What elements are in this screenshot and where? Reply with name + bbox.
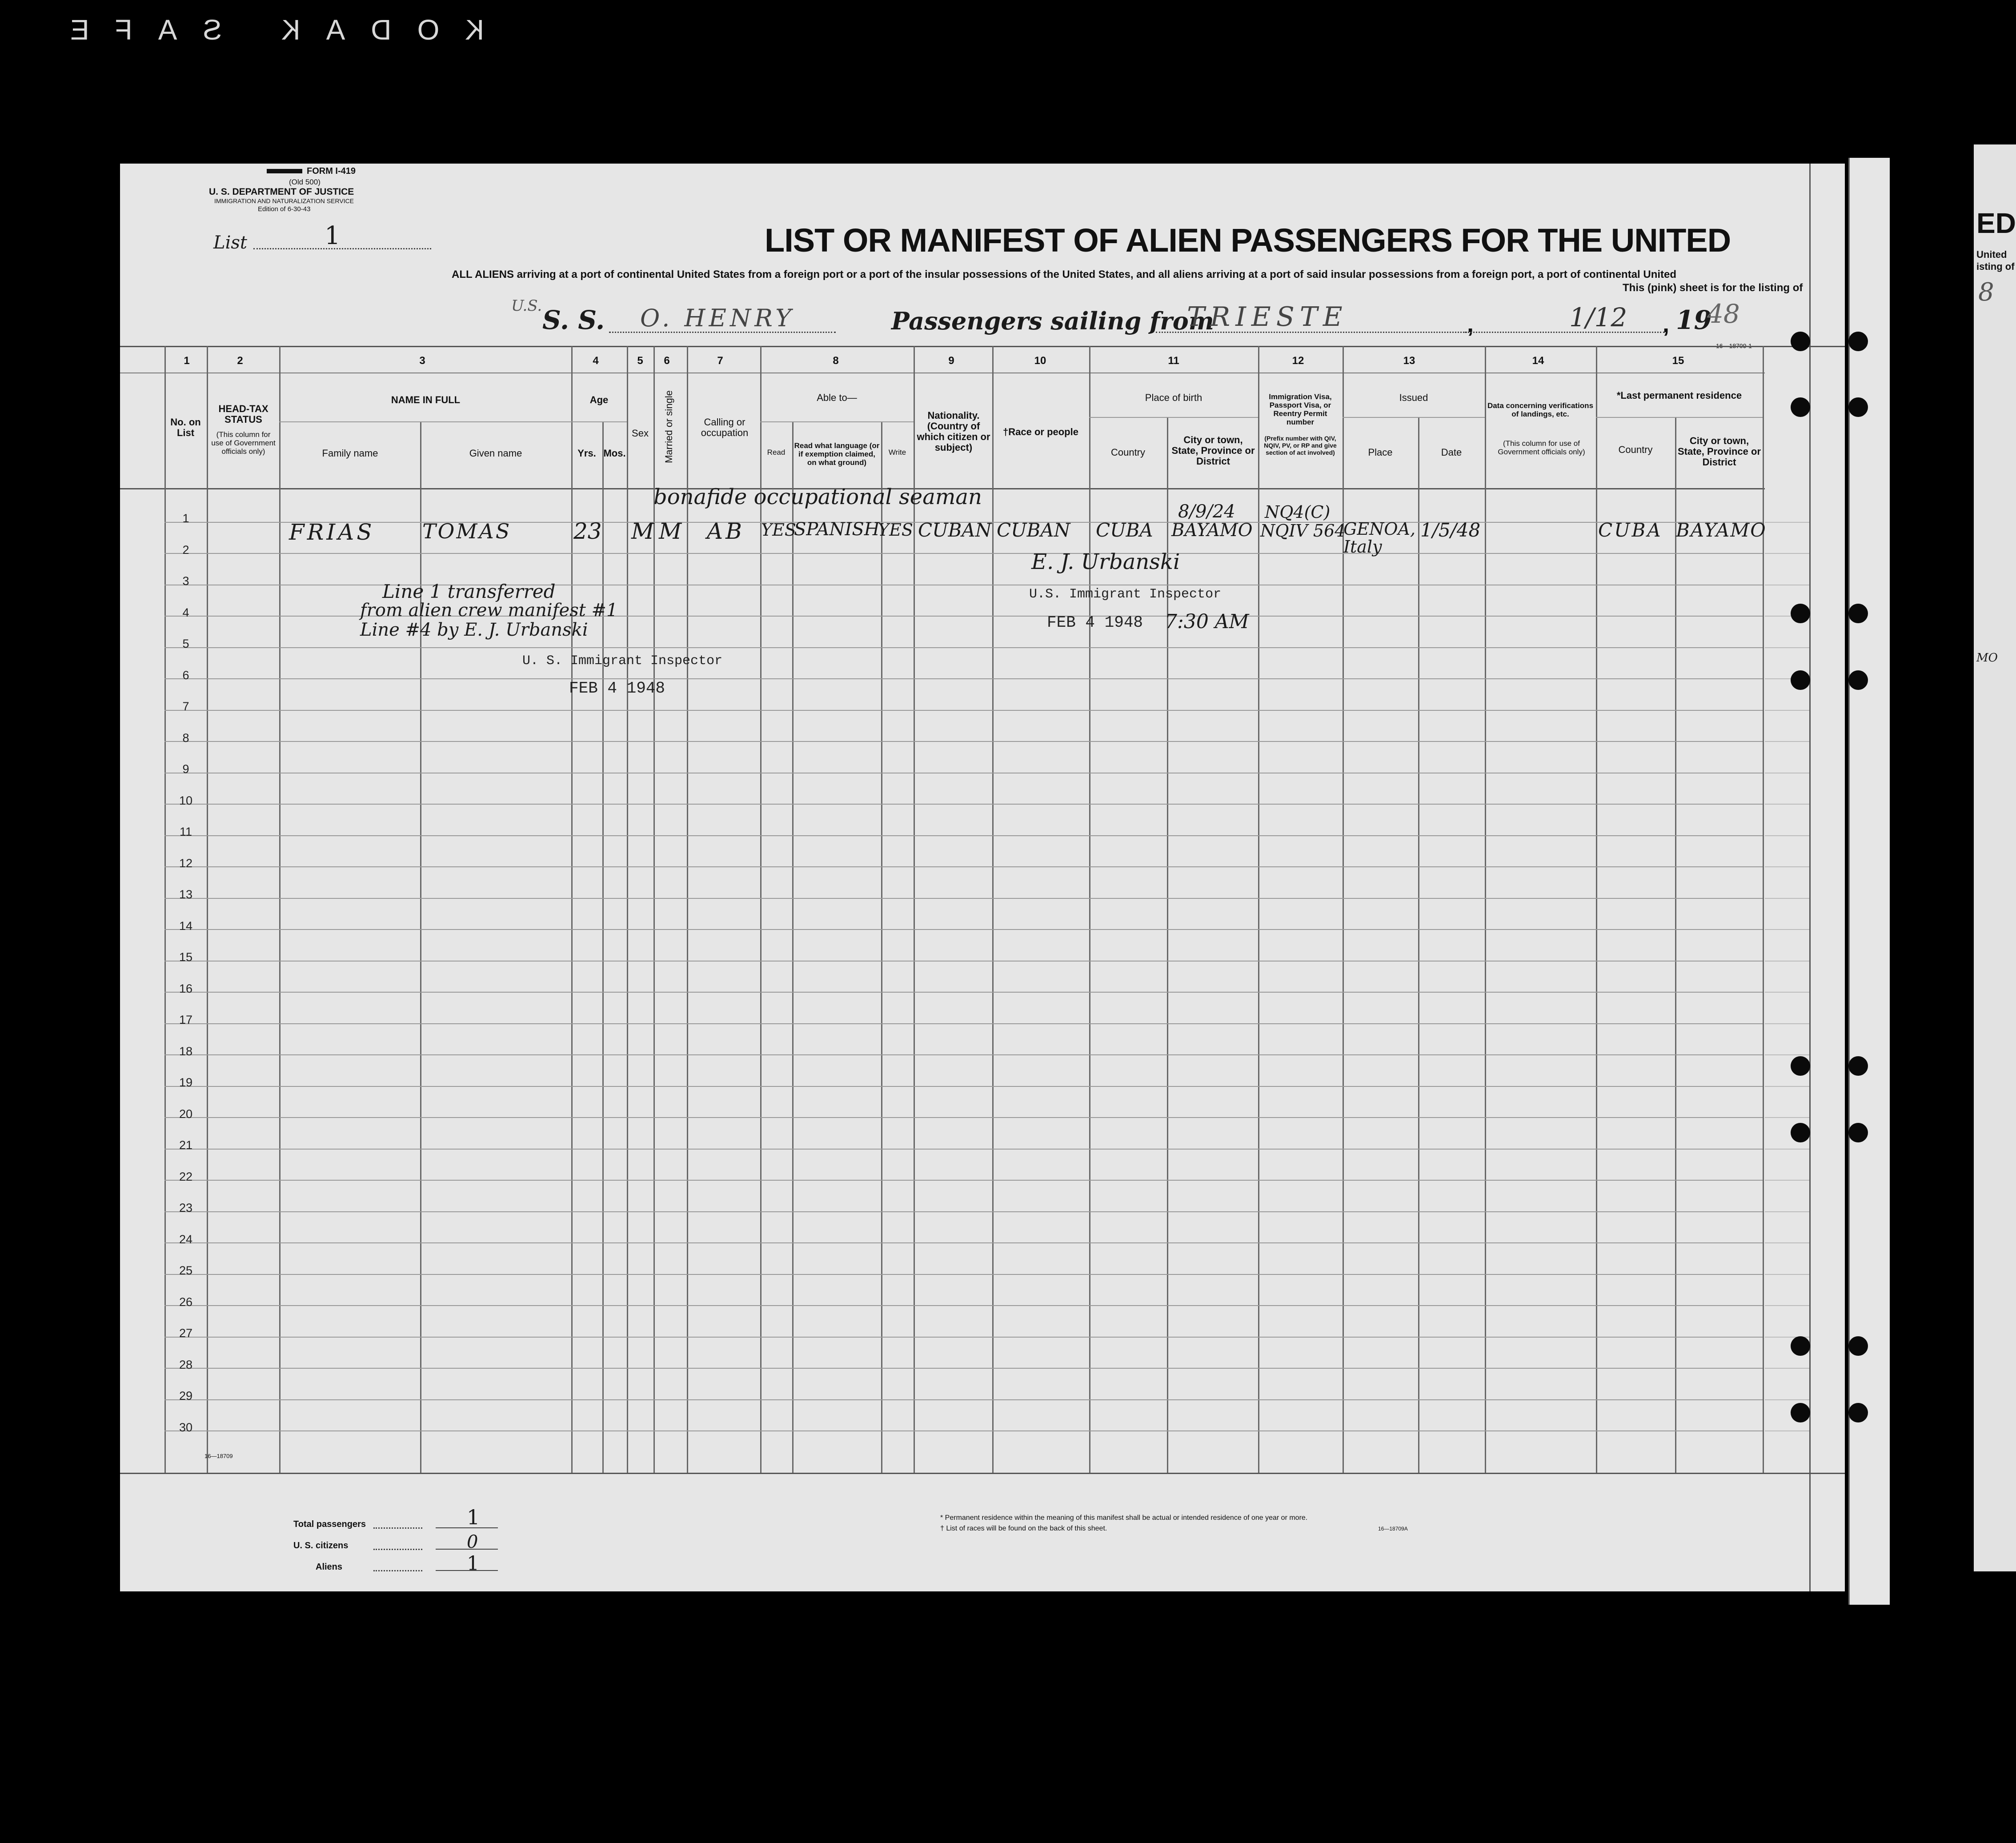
subheader-rule: [1596, 417, 1763, 418]
punch-hole: [1848, 604, 1868, 623]
row-rule: [164, 1023, 1763, 1024]
row-rule: [164, 1399, 1763, 1400]
col-num-7: 7: [717, 355, 723, 367]
entry-family-name: FRIAS: [289, 519, 375, 545]
margin-rule: [1765, 866, 1809, 867]
margin-rule: [1765, 1399, 1809, 1400]
year-suffix: 48: [1707, 299, 1740, 329]
col-num-3: 3: [419, 355, 425, 367]
row-number: 21: [179, 1138, 193, 1152]
col-num-14: 14: [1532, 355, 1544, 367]
row-rule: [164, 1149, 1763, 1150]
header-age-years: Yrs.: [577, 448, 596, 459]
margin-rule: [1765, 1149, 1809, 1150]
header-birth-city: City or town, State, Province or District: [1171, 434, 1255, 467]
row-number: 24: [179, 1232, 193, 1246]
subheader-rule: [1089, 417, 1258, 418]
entry-issued-date: 1/5/48: [1420, 519, 1481, 541]
row-number: 28: [179, 1358, 193, 1371]
comma: ,: [1467, 311, 1474, 337]
row-number: 9: [182, 762, 189, 776]
entry-write: YES: [878, 520, 913, 540]
row-number: 22: [179, 1170, 193, 1183]
manifest-page: [120, 164, 1845, 1591]
col-rule: [1596, 346, 1597, 1473]
header-residence-city: City or town, State, Province or District: [1677, 435, 1761, 468]
row-rule: [164, 992, 1763, 993]
sailing-date: 1/12: [1569, 302, 1627, 333]
transfer-note-line2: from alien crew manifest #1: [360, 600, 618, 621]
col-rule: [571, 346, 573, 1473]
row-rule: [164, 1305, 1763, 1306]
punch-hole: [1791, 1403, 1810, 1422]
row-number: 8: [182, 731, 189, 745]
col-rule: [687, 346, 688, 1473]
year-prefix: 19: [1676, 305, 1712, 335]
margin-rule: [1765, 1180, 1809, 1181]
row-number: 3: [182, 574, 189, 588]
header-age: Age: [589, 394, 609, 405]
punch-hole: [1848, 1336, 1868, 1356]
col-num-5: 5: [637, 355, 643, 367]
inspector-stamp-label: U.S. Immigrant Inspector: [1029, 587, 1222, 602]
row-number: 4: [182, 605, 189, 619]
punch-hole: [1848, 1056, 1868, 1076]
header-calling: Calling or occupation: [701, 417, 749, 438]
col-num-6: 6: [664, 355, 670, 367]
header-read-language: Read what language (or if exemption claimed, on what ground): [794, 441, 880, 467]
row-number: 19: [179, 1076, 193, 1089]
aliens-value: 1: [467, 1552, 479, 1575]
ss-label: S. S.: [542, 305, 605, 335]
punch-hole: [1791, 1336, 1810, 1356]
row-rule: [164, 1117, 1763, 1118]
col-rule: [602, 421, 604, 1473]
entry-given-name: TOMAS: [422, 519, 512, 543]
aliens-label: Aliens: [316, 1562, 343, 1572]
margin-rule: [1765, 522, 1809, 523]
row-rule: [164, 1180, 1763, 1181]
row-number: 2: [182, 543, 189, 557]
col-rule: [1675, 417, 1676, 1473]
col-rule: [1343, 346, 1344, 1473]
entry-birth-city: BAYAMO: [1171, 520, 1253, 541]
row-number: 20: [179, 1107, 193, 1121]
row-rule: [164, 835, 1763, 836]
inspector-stamp-label-2: U. S. Immigrant Inspector: [522, 653, 723, 669]
redacted-form-id: [267, 169, 302, 173]
margin-rule: [1765, 1086, 1809, 1087]
margin-rule: [1765, 1117, 1809, 1118]
punch-hole: [1848, 1123, 1868, 1142]
transfer-note-line1: Line 1 transferred: [382, 581, 556, 602]
inspector-stamp-date: FEB 4 1948: [1047, 613, 1143, 632]
service-name: IMMIGRATION AND NATURALIZATION SERVICE: [214, 197, 354, 204]
old-form-number: (Old 500): [289, 178, 321, 186]
header-issued-place: Place: [1368, 447, 1393, 458]
margin-rule: [1765, 1368, 1809, 1369]
list-label: List: [213, 232, 247, 253]
row-number: 27: [179, 1326, 193, 1340]
entry-language: SPANISH: [794, 519, 880, 540]
margin-rule: [1765, 898, 1809, 899]
entry-residence-country: CUBA: [1598, 519, 1663, 541]
punch-hole: [1791, 604, 1810, 623]
row-rule: [164, 1337, 1763, 1338]
row-rule: [164, 1242, 1763, 1243]
col-num-2: 2: [237, 355, 243, 367]
row-number: 23: [179, 1201, 193, 1214]
header-married-or-single: Married or single: [663, 390, 674, 463]
form-number: FORM I-419: [307, 166, 356, 176]
header-visa-note: (Prefix number with QIV, NQIV, PV, or RP and give section of act involved): [1264, 435, 1337, 456]
header-issued: Issued: [1399, 392, 1428, 403]
adjacent-sheet-strip: [1848, 158, 1890, 1605]
row-rule: [164, 1368, 1763, 1369]
col-rule: [1418, 417, 1419, 1473]
row-number: 13: [179, 888, 193, 901]
row-rule: [164, 710, 1763, 711]
header-no-on-list: No. on List: [170, 417, 201, 438]
margin-rule: [1765, 929, 1809, 930]
header-sex: Sex: [632, 428, 649, 439]
form-edition: Edition of 6-30-43: [258, 205, 311, 213]
footnote-races: † List of races will be found on the back of this sheet.: [940, 1525, 1107, 1532]
inspector-stamp-date-2: FEB 4 1948: [569, 679, 665, 697]
sailing-date-line: [1465, 332, 1665, 333]
entry-sex: M: [631, 518, 654, 544]
row-rule: [164, 1430, 1763, 1431]
col-num-10: 10: [1034, 355, 1046, 367]
punch-hole: [1791, 670, 1810, 690]
row-rule: [164, 741, 1763, 742]
header-head-tax-note: (This column for use of Government officials only): [211, 430, 276, 456]
col-rule: [1258, 346, 1259, 1473]
next-sheet-year: 8: [1978, 278, 1994, 307]
margin-rule: [1765, 1054, 1809, 1055]
col-num-4: 4: [593, 355, 599, 367]
header-race: †Race or people: [1003, 426, 1078, 437]
row-number: 5: [182, 637, 189, 650]
header-issued-date: Date: [1441, 447, 1462, 458]
margin-rule: [1765, 835, 1809, 836]
film-edge-marking: KODAK SAFE: [44, 14, 484, 46]
punch-hole: [1848, 397, 1868, 417]
row-rule: [164, 898, 1763, 899]
table-bottom-border: [120, 1473, 1845, 1474]
next-sheet-residence: MO: [1976, 651, 1998, 665]
next-sheet-listing: isting of: [1976, 261, 2015, 272]
row-number: 7: [182, 700, 189, 713]
sailing-port: TRIESTE: [1187, 301, 1348, 333]
col-rule: [881, 421, 882, 1473]
header-nationality: Nationality. (Country of which citizen or subject): [917, 410, 990, 453]
punch-hole: [1791, 1123, 1810, 1142]
punch-hole: [1848, 1403, 1868, 1422]
entry-married: M: [659, 518, 682, 544]
col-rule: [992, 346, 994, 1473]
entry-visa-number: NQIV 564: [1260, 521, 1346, 541]
col-rule: [627, 346, 628, 1473]
row-rule: [164, 1054, 1763, 1055]
col-num-9: 9: [948, 355, 954, 367]
row-number: 14: [179, 919, 193, 933]
next-sheet-title-fragment: ED: [1976, 207, 2016, 239]
row-rule: [164, 678, 1763, 679]
punch-hole: [1848, 670, 1868, 690]
row-number: 6: [182, 668, 189, 682]
col-num-1: 1: [184, 355, 190, 367]
sailing-from-label: Passengers sailing from: [891, 307, 1214, 335]
col-rule: [164, 346, 166, 1473]
dots: [373, 1549, 422, 1550]
row-number: 18: [179, 1044, 193, 1058]
table-top-border: [120, 346, 1845, 347]
entry-birth-country: CUBA: [1096, 519, 1153, 541]
transfer-note-line3: Line #4 by E. J. Urbanski: [360, 620, 588, 640]
col-rule: [1485, 346, 1486, 1473]
row-rule: [164, 1274, 1763, 1275]
col-num-8: 8: [833, 355, 839, 367]
row-number: 10: [179, 793, 193, 807]
subheader-rule: [1343, 417, 1485, 418]
total-passengers-label: Total passengers: [293, 1519, 366, 1529]
row-rule: [164, 1211, 1763, 1212]
col-rule: [1089, 346, 1090, 1473]
entry-race: CUBAN: [997, 519, 1070, 541]
row-rule: [164, 647, 1763, 648]
header-name-in-full: NAME IN FULL: [391, 394, 461, 405]
row-number: 15: [179, 950, 193, 964]
entry-birth-date: 8/9/24: [1178, 501, 1235, 522]
dots: [373, 1527, 422, 1529]
header-verifications: Data concerning verifications of landings, etc.: [1487, 401, 1594, 418]
row-rule: [164, 553, 1763, 554]
col-rule: [420, 421, 421, 1473]
punch-hole: [1791, 397, 1810, 417]
entry-residence-city: BAYAMO: [1676, 519, 1767, 541]
entry-read: YES: [761, 520, 796, 540]
margin-rule: [1765, 1305, 1809, 1306]
row-number: 11: [179, 825, 192, 838]
inspector-signature: E. J. Urbanski: [1031, 549, 1180, 574]
header-head-tax: HEAD-TAX STATUS: [218, 403, 269, 425]
entry-age-years: 23: [573, 518, 602, 544]
header-family-name: Family name: [322, 448, 378, 459]
us-citizens-value: 0: [467, 1532, 478, 1552]
margin-rule: [1765, 1274, 1809, 1275]
margin-rule: [1765, 1430, 1809, 1431]
row-number: 16: [179, 982, 193, 995]
col-rule: [792, 421, 794, 1473]
header-write: Write: [888, 448, 906, 457]
print-code-footer: 16—18709A: [1378, 1526, 1408, 1532]
inspection-time: 7:30 AM: [1165, 610, 1249, 633]
ship-name: O. HENRY: [640, 304, 795, 332]
header-last-residence: *Last permanent residence: [1616, 390, 1742, 401]
header-able-to: Able to—: [817, 392, 857, 403]
row-number: 30: [179, 1420, 193, 1434]
occupational-note: bonafide occupational seaman: [653, 485, 982, 509]
header-age-months: Mos.: [603, 448, 626, 459]
total-passengers-value: 1: [467, 1505, 480, 1529]
manifest-subtitle: ALL ALIENS arriving at a port of continental United States from a foreign port or a port of the insular possessions of the United States, and all aliens arriving at a port of said insular possessions from a foreign port, a port of continental United: [452, 268, 1677, 280]
col-rule: [653, 346, 655, 1473]
margin-rule: [1765, 647, 1809, 648]
comma-2: ,: [1663, 311, 1670, 337]
footnote-residence: * Permanent residence within the meaning of this manifest shall be actual or intended residence of one year or more.: [940, 1514, 1308, 1522]
row-number: 25: [179, 1264, 193, 1277]
margin-rule: [1765, 992, 1809, 993]
print-code-bottom: 16—18709: [204, 1453, 233, 1459]
margin-rule: [1765, 741, 1809, 742]
row-number: 29: [179, 1389, 193, 1402]
pink-sheet-note: This (pink) sheet is for the listing of: [1623, 282, 1803, 294]
margin-rule: [1765, 553, 1809, 554]
ship-prefix: U.S.: [511, 297, 542, 315]
header-given-name: Given name: [469, 448, 522, 459]
row-rule: [164, 804, 1763, 805]
col-rule: [279, 346, 281, 1473]
manifest-title: LIST OR MANIFEST OF ALIEN PASSENGERS FOR THE UNITED: [765, 222, 1731, 259]
list-number: 1: [325, 221, 341, 250]
row-rule: [164, 866, 1763, 867]
entry-nationality: CUBAN: [918, 519, 992, 541]
us-citizens-label: U. S. citizens: [293, 1541, 349, 1551]
subheader-rule: [279, 421, 627, 422]
department-name: U. S. DEPARTMENT OF JUSTICE: [209, 187, 354, 197]
row-rule: [164, 961, 1763, 962]
col-num-15: 15: [1672, 355, 1684, 367]
margin-rule: [1765, 1023, 1809, 1024]
next-sheet-fragment: [1974, 144, 2016, 1571]
col-rule: [1763, 346, 1764, 1473]
punch-hole: [1791, 332, 1810, 351]
row-number: 17: [179, 1013, 193, 1026]
punch-hole: [1848, 332, 1868, 351]
header-birth-country: Country: [1110, 447, 1146, 458]
entry-occupation: AB: [707, 518, 745, 544]
header-place-of-birth: Place of birth: [1145, 392, 1202, 403]
row-number: 12: [179, 856, 193, 870]
col-rule: [207, 346, 208, 1473]
entry-issued-place: GENOA, Italy: [1343, 519, 1416, 557]
subheader-rule: [760, 421, 914, 422]
margin-rule: [1765, 710, 1809, 711]
row-rule: [164, 1086, 1763, 1087]
row-number: 1: [182, 512, 189, 525]
col-num-13: 13: [1403, 355, 1415, 367]
row-rule: [164, 929, 1763, 930]
col-num-12: 12: [1292, 355, 1304, 367]
header-verifications-note: (This column for use of Government officials only): [1498, 439, 1585, 456]
margin-rule: [1765, 1242, 1809, 1243]
col-rule: [1167, 417, 1168, 1473]
col-rule: [760, 346, 762, 1473]
margin-rule: [1765, 961, 1809, 962]
row-number: 26: [179, 1295, 193, 1309]
punch-hole: [1791, 1056, 1810, 1076]
header-read: Read: [767, 448, 786, 457]
col-num-11: 11: [1168, 355, 1179, 367]
margin-rule: [1765, 1211, 1809, 1212]
sheet-fold-edge: [1809, 164, 1811, 1591]
list-number-line: [253, 248, 431, 249]
margin-rule: [1765, 804, 1809, 805]
header-residence-country: Country: [1618, 444, 1653, 455]
next-sheet-united: United: [1976, 249, 2007, 260]
header-visa: Immigration Visa, Passport Visa, or Reentry Permit number: [1269, 393, 1332, 426]
entry-visa-code: NQ4(C): [1265, 502, 1331, 522]
col-rule: [914, 346, 915, 1473]
dots: [373, 1570, 422, 1571]
